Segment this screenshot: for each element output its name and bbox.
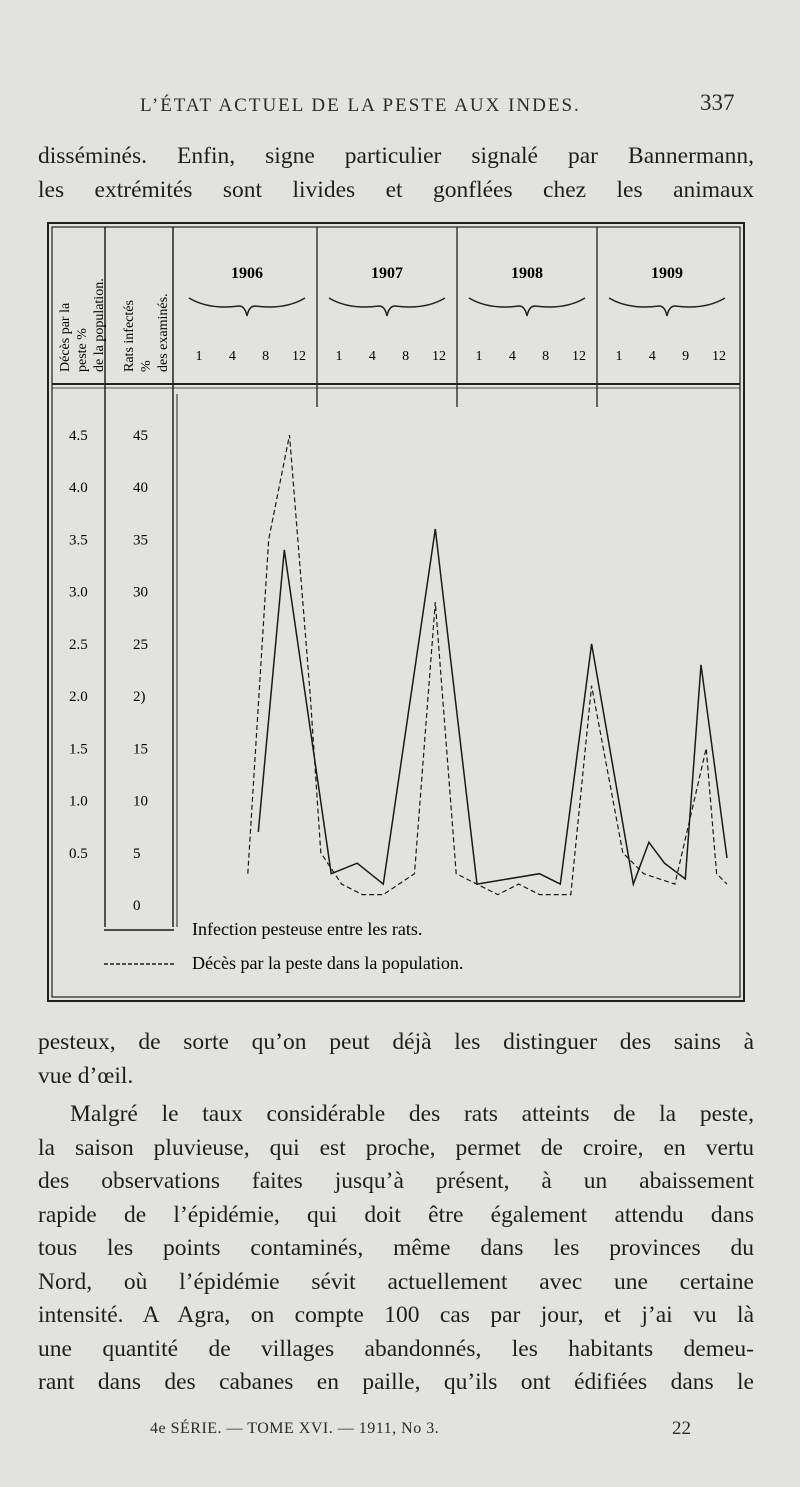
month-tick-label: 8 xyxy=(262,349,270,364)
series-lines xyxy=(248,435,727,895)
running-title: L’ÉTAT ACTUEL DE LA PESTE AUX INDES. xyxy=(140,95,581,116)
rats-tick-label: 30 xyxy=(133,584,148,601)
rats-tick-label: 15 xyxy=(133,741,148,758)
left-axis-label xyxy=(58,278,107,372)
month-tick-label: 4 xyxy=(228,349,236,364)
chart-frame-outer xyxy=(48,223,744,1001)
text-line: rapide de l’épidémie, qui doit être également attendu dans xyxy=(38,1201,754,1228)
right-axis-label: Rats infectés % des examinés. xyxy=(122,293,171,372)
left-axis-label-line1: Décès par la xyxy=(58,302,73,372)
text-line: la saison pluvieuse, qui est proche, permet de croire, en vertu xyxy=(38,1134,754,1161)
deaths-tick-label: 3.0 xyxy=(69,584,88,601)
month-tick-label: 1 xyxy=(335,349,343,364)
left-axis-label-line3: de la population. xyxy=(92,278,107,372)
year-brace xyxy=(469,298,585,316)
rats-tick-label: 5 xyxy=(133,845,141,862)
legend-label: Décès par la peste dans la population. xyxy=(192,953,464,973)
text-line: pesteux, de sorte qu’on peut déjà les distinguer des sains à xyxy=(38,1029,754,1055)
y-axis-ticks xyxy=(69,394,177,927)
deaths-tick-label: 2.0 xyxy=(69,689,88,706)
deaths-tick-label: 0.5 xyxy=(69,845,88,862)
legend-label: Infection pesteuse entre les rats. xyxy=(192,919,423,939)
month-tick-label: 12 xyxy=(292,349,306,364)
text-line: Nord, où l’épidémie sévit actuellement avec une certaine xyxy=(38,1268,754,1295)
year-brace xyxy=(609,298,725,316)
rats-tick-label: 2) xyxy=(133,689,146,706)
continuation-paragraph xyxy=(38,1026,754,1093)
plague-chart xyxy=(47,222,747,1004)
text-line: les extrémités sont livides et gonflées chez les animaux xyxy=(38,176,754,203)
text-line: une quantité de villages abandonnés, les habitants demeu- xyxy=(38,1335,754,1362)
rats-tick-label: 45 xyxy=(133,428,148,444)
deaths-tick-label: 1.5 xyxy=(69,741,88,758)
deaths-tick-label: 1.0 xyxy=(69,793,88,810)
month-tick-label: 1 xyxy=(615,349,623,364)
month-tick-label: 8 xyxy=(542,349,550,364)
text-line: vue d’œil. xyxy=(38,1062,134,1089)
text-line: tous les points contaminés, même dans les provinces du xyxy=(38,1235,754,1261)
month-tick-label: 1 xyxy=(195,349,203,364)
series-line-rats xyxy=(258,529,727,884)
month-tick-label: 8 xyxy=(402,349,410,364)
month-tick-label: 9 xyxy=(682,349,690,364)
month-tick-label: 12 xyxy=(572,349,586,364)
rats-tick-label: 10 xyxy=(133,793,148,810)
deaths-tick-label: 3.5 xyxy=(69,532,88,549)
text-line: rant dans des cabanes en paille, qu’ils ont édifiées dans le xyxy=(38,1369,754,1395)
text-line: intensité. A Agra, on compte 100 cas par jour, et j’ai vu là xyxy=(38,1302,754,1328)
footer-signature: 22 xyxy=(672,1418,691,1439)
footer-series-info: 4e SÉRIE. — TOME XVI. — 1911, No 3. xyxy=(150,1420,440,1437)
month-tick-label: 12 xyxy=(712,349,726,364)
year-label: 1909 xyxy=(651,265,683,282)
chart-legend xyxy=(104,919,463,973)
deaths-tick-label: 4.0 xyxy=(69,480,88,497)
left-axis-label-line2: peste % xyxy=(75,328,90,372)
month-tick-label: 4 xyxy=(368,349,376,364)
month-tick-label: 12 xyxy=(432,349,446,364)
rats-tick-label: 25 xyxy=(133,636,148,653)
text-line: Malgré le taux considérable des rats atteints de la peste, xyxy=(70,1101,754,1127)
year-brace xyxy=(189,298,305,316)
plague-chart-figure xyxy=(47,222,747,1004)
rats-tick-label: 35 xyxy=(133,532,148,549)
year-label: 1908 xyxy=(511,265,543,282)
month-tick-label: 4 xyxy=(648,349,656,364)
deaths-tick-label: 2.5 xyxy=(69,636,88,653)
year-label: 1906 xyxy=(231,265,263,282)
page-number: 337 xyxy=(700,90,735,115)
rats-tick-label: 40 xyxy=(133,480,148,497)
main-paragraph xyxy=(38,1098,754,1400)
year-label: 1907 xyxy=(371,265,403,282)
year-brace xyxy=(329,298,445,316)
intro-paragraph xyxy=(38,140,754,207)
month-tick-label: 1 xyxy=(475,349,483,364)
text-line: disséminés. Enfin, signe particulier signalé par Bannermann, xyxy=(38,143,754,169)
series-line-deaths xyxy=(248,435,727,895)
text-line: des observations faites jusqu’à présent, à un abaissement xyxy=(38,1168,754,1194)
deaths-tick-label: 4.5 xyxy=(69,428,88,444)
year-headers xyxy=(189,227,726,407)
rats-tick-label: 0 xyxy=(133,898,141,914)
month-tick-label: 4 xyxy=(508,349,516,364)
